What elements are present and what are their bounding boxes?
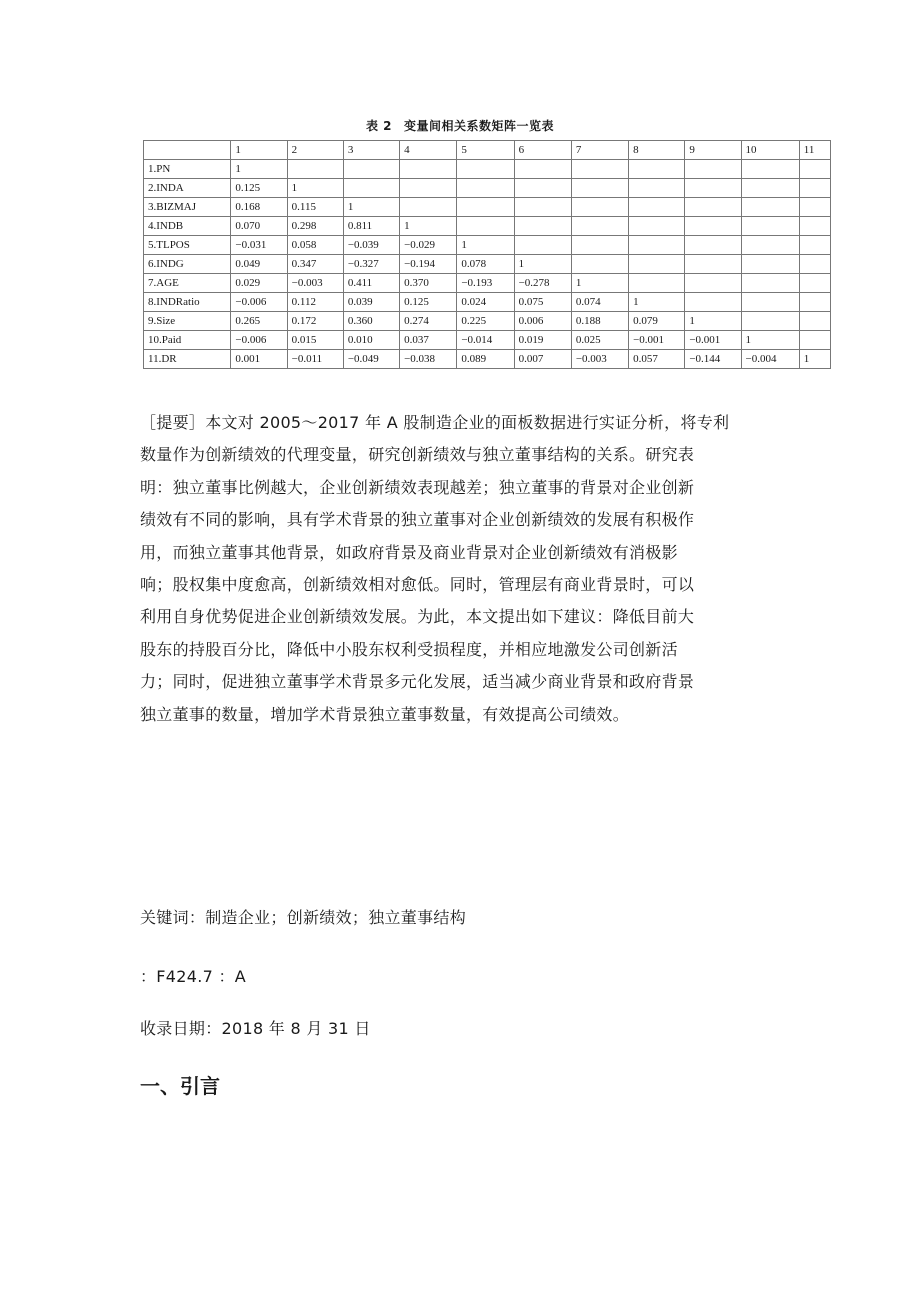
table-cell xyxy=(741,198,799,217)
table-cell xyxy=(685,198,741,217)
header-cell: 1 xyxy=(231,141,287,160)
table-cell: 0.370 xyxy=(400,274,457,293)
table-cell: 0.115 xyxy=(287,198,343,217)
header-cell: 8 xyxy=(629,141,685,160)
table-cell xyxy=(685,293,741,312)
table-cell xyxy=(685,217,741,236)
table-cell xyxy=(799,160,830,179)
table-cell: 0.274 xyxy=(400,312,457,331)
table-cell xyxy=(571,198,628,217)
table-cell xyxy=(741,312,799,331)
table-cell xyxy=(457,217,514,236)
table-row xyxy=(144,160,831,179)
header-cell: 5 xyxy=(457,141,514,160)
table-cell: −0.006 xyxy=(231,293,287,312)
row-label-cell: 4.INDB xyxy=(144,217,231,236)
abstract-line: 数量作为创新绩效的代理变量，研究创新绩效与独立董事结构的关系。研究表 xyxy=(140,445,695,465)
table-cell: 0.411 xyxy=(343,274,399,293)
header-cell: 7 xyxy=(571,141,628,160)
table-cell: 1 xyxy=(741,331,799,350)
table-cell xyxy=(629,236,685,255)
abstract-line: 绩效有不同的影响，具有学术背景的独立董事对企业创新绩效的发展有积极作 xyxy=(140,510,695,530)
table-cell: 0.010 xyxy=(343,331,399,350)
table-cell: 1 xyxy=(685,312,741,331)
abstract-line: 利用自身优势促进企业创新绩效发展。为此，本文提出如下建议：降低目前大 xyxy=(140,607,695,627)
row-label-cell: 7.AGE xyxy=(144,274,231,293)
table-cell xyxy=(287,160,343,179)
table-cell xyxy=(741,217,799,236)
table-cell xyxy=(741,160,799,179)
table-cell xyxy=(571,236,628,255)
table-cell: 0.019 xyxy=(514,331,571,350)
table-cell xyxy=(629,179,685,198)
abstract-line: 明：独立董事比例越大，企业创新绩效表现越差；独立董事的背景对企业创新 xyxy=(140,477,695,497)
table-cell xyxy=(685,179,741,198)
table-row xyxy=(144,331,831,350)
table-cell xyxy=(571,217,628,236)
correlation-matrix-table xyxy=(143,140,831,369)
table-cell xyxy=(799,217,830,236)
table-cell xyxy=(741,274,799,293)
table-cell: 1 xyxy=(400,217,457,236)
table-body xyxy=(144,160,831,369)
table-cell xyxy=(629,160,685,179)
table-cell xyxy=(799,293,830,312)
table-cell xyxy=(571,160,628,179)
table-caption-title: 变量间相关系数矩阵一览表 xyxy=(404,119,555,133)
table-cell xyxy=(343,160,399,179)
table-cell: −0.029 xyxy=(400,236,457,255)
table-cell xyxy=(799,331,830,350)
table-row xyxy=(144,179,831,198)
table-cell: 1 xyxy=(629,293,685,312)
table-cell: 0.089 xyxy=(457,350,514,369)
table-cell xyxy=(799,255,830,274)
table-row xyxy=(144,255,831,274)
table-cell: 0.079 xyxy=(629,312,685,331)
table-cell: 0.029 xyxy=(231,274,287,293)
table-cell xyxy=(629,217,685,236)
table-cell xyxy=(741,255,799,274)
table-row xyxy=(144,312,831,331)
table-cell xyxy=(343,179,399,198)
table-cell: −0.038 xyxy=(400,350,457,369)
table-cell: 0.168 xyxy=(231,198,287,217)
table-cell xyxy=(457,160,514,179)
table-row xyxy=(144,236,831,255)
table-caption xyxy=(0,117,920,134)
table-cell: 0.172 xyxy=(287,312,343,331)
row-label-cell: 5.TLPOS xyxy=(144,236,231,255)
table-cell: 0.360 xyxy=(343,312,399,331)
table-cell xyxy=(799,236,830,255)
table-cell xyxy=(799,198,830,217)
table-cell: 1 xyxy=(799,350,830,369)
table-cell xyxy=(571,255,628,274)
keywords-line: 关键词：制造企业；创新绩效；独立董事结构 xyxy=(140,908,467,927)
table-cell: 0.188 xyxy=(571,312,628,331)
table-cell: −0.011 xyxy=(287,350,343,369)
row-label-cell: 3.BIZMAJ xyxy=(144,198,231,217)
table-cell xyxy=(514,179,571,198)
row-label-cell: 11.DR xyxy=(144,350,231,369)
table-cell xyxy=(629,198,685,217)
table-cell: 0.811 xyxy=(343,217,399,236)
table-caption-number: 表 2 xyxy=(365,119,392,133)
table-row xyxy=(144,217,831,236)
row-label-cell: 6.INDG xyxy=(144,255,231,274)
header-cell: 2 xyxy=(287,141,343,160)
table-cell: 0.070 xyxy=(231,217,287,236)
table-row xyxy=(144,350,831,369)
table-cell xyxy=(457,198,514,217)
table-cell: −0.327 xyxy=(343,255,399,274)
table-cell: 0.007 xyxy=(514,350,571,369)
table-cell xyxy=(685,236,741,255)
table-cell: 0.006 xyxy=(514,312,571,331)
table-cell: 0.058 xyxy=(287,236,343,255)
table-cell: −0.194 xyxy=(400,255,457,274)
table-cell xyxy=(799,312,830,331)
row-label-cell: 2.INDA xyxy=(144,179,231,198)
table-cell xyxy=(799,274,830,293)
table-cell: −0.031 xyxy=(231,236,287,255)
table-cell: 1 xyxy=(571,274,628,293)
table-cell: 0.074 xyxy=(571,293,628,312)
table-cell: 0.037 xyxy=(400,331,457,350)
header-cell: 11 xyxy=(799,141,830,160)
table-cell: −0.039 xyxy=(343,236,399,255)
table-cell: 0.347 xyxy=(287,255,343,274)
received-date-line: 收录日期：2018 年 8 月 31 日 xyxy=(140,1019,371,1038)
table-cell xyxy=(685,255,741,274)
table-cell: −0.004 xyxy=(741,350,799,369)
abstract-line: 股东的持股百分比，降低中小股东权利受损程度，并相应地激发公司创新活 xyxy=(140,639,678,659)
table-cell: 0.265 xyxy=(231,312,287,331)
table-cell: 0.024 xyxy=(457,293,514,312)
abstract-paragraph xyxy=(140,407,780,731)
row-label-cell: 10.Paid xyxy=(144,331,231,350)
table-cell xyxy=(741,179,799,198)
table-cell xyxy=(571,179,628,198)
header-corner-cell xyxy=(144,141,231,160)
table-cell xyxy=(741,236,799,255)
table-cell xyxy=(741,293,799,312)
table-cell xyxy=(514,198,571,217)
table-cell: 1 xyxy=(231,160,287,179)
table-cell: −0.049 xyxy=(343,350,399,369)
table-cell xyxy=(514,236,571,255)
table-cell: 0.298 xyxy=(287,217,343,236)
abstract-line: 用，而独立董事其他背景，如政府背景及商业背景对企业创新绩效有消极影 xyxy=(140,542,678,562)
table-cell xyxy=(400,198,457,217)
row-label-cell: 8.INDRatio xyxy=(144,293,231,312)
abstract-line: 独立董事的数量，增加学术背景独立董事数量，有效提高公司绩效。 xyxy=(140,704,630,724)
table-cell xyxy=(514,160,571,179)
abstract-line: 力；同时，促进独立董事学术背景多元化发展，适当减少商业背景和政府背景 xyxy=(140,672,695,692)
table-cell: 1 xyxy=(457,236,514,255)
table-cell: −0.001 xyxy=(629,331,685,350)
section-heading-introduction: 一、引言 xyxy=(140,1074,220,1098)
table-cell: 0.049 xyxy=(231,255,287,274)
table-cell: −0.003 xyxy=(287,274,343,293)
table-cell xyxy=(457,179,514,198)
header-cell: 6 xyxy=(514,141,571,160)
table-cell: 1 xyxy=(343,198,399,217)
abstract-line: 响；股权集中度愈高，创新绩效相对愈低。同时，管理层有商业背景时，可以 xyxy=(140,575,695,595)
table-cell: 1 xyxy=(287,179,343,198)
classification-line: ：F424.7 ：A xyxy=(140,967,247,986)
table-cell: −0.193 xyxy=(457,274,514,293)
table-cell: 0.125 xyxy=(400,293,457,312)
table-cell: 0.039 xyxy=(343,293,399,312)
abstract-line: ［提要］本文对 2005～2017 年 A 股制造企业的面板数据进行实证分析，将专利 xyxy=(140,413,730,432)
table-header-row xyxy=(144,141,831,160)
row-label-cell: 9.Size xyxy=(144,312,231,331)
table-cell xyxy=(400,179,457,198)
table-cell: 0.057 xyxy=(629,350,685,369)
table-cell xyxy=(629,274,685,293)
table-cell xyxy=(629,255,685,274)
header-cell: 10 xyxy=(741,141,799,160)
table-cell: 1 xyxy=(514,255,571,274)
table-cell: −0.144 xyxy=(685,350,741,369)
table-cell: −0.003 xyxy=(571,350,628,369)
table-cell: 0.112 xyxy=(287,293,343,312)
table-cell xyxy=(400,160,457,179)
table-cell: −0.278 xyxy=(514,274,571,293)
table-cell xyxy=(685,274,741,293)
table-cell: 0.125 xyxy=(231,179,287,198)
table-cell: 0.025 xyxy=(571,331,628,350)
table-cell xyxy=(685,160,741,179)
table-cell: −0.006 xyxy=(231,331,287,350)
header-cell: 9 xyxy=(685,141,741,160)
table-cell: 0.015 xyxy=(287,331,343,350)
table-row xyxy=(144,198,831,217)
table-row xyxy=(144,293,831,312)
header-cell: 4 xyxy=(400,141,457,160)
table-cell: −0.001 xyxy=(685,331,741,350)
header-cell: 3 xyxy=(343,141,399,160)
table-header xyxy=(144,141,831,160)
row-label-cell: 1.PN xyxy=(144,160,231,179)
table-cell: 0.075 xyxy=(514,293,571,312)
table-row xyxy=(144,274,831,293)
table-cell: 0.225 xyxy=(457,312,514,331)
table-cell xyxy=(514,217,571,236)
table-cell xyxy=(799,179,830,198)
table-cell: −0.014 xyxy=(457,331,514,350)
table-cell: 0.078 xyxy=(457,255,514,274)
table-cell: 0.001 xyxy=(231,350,287,369)
